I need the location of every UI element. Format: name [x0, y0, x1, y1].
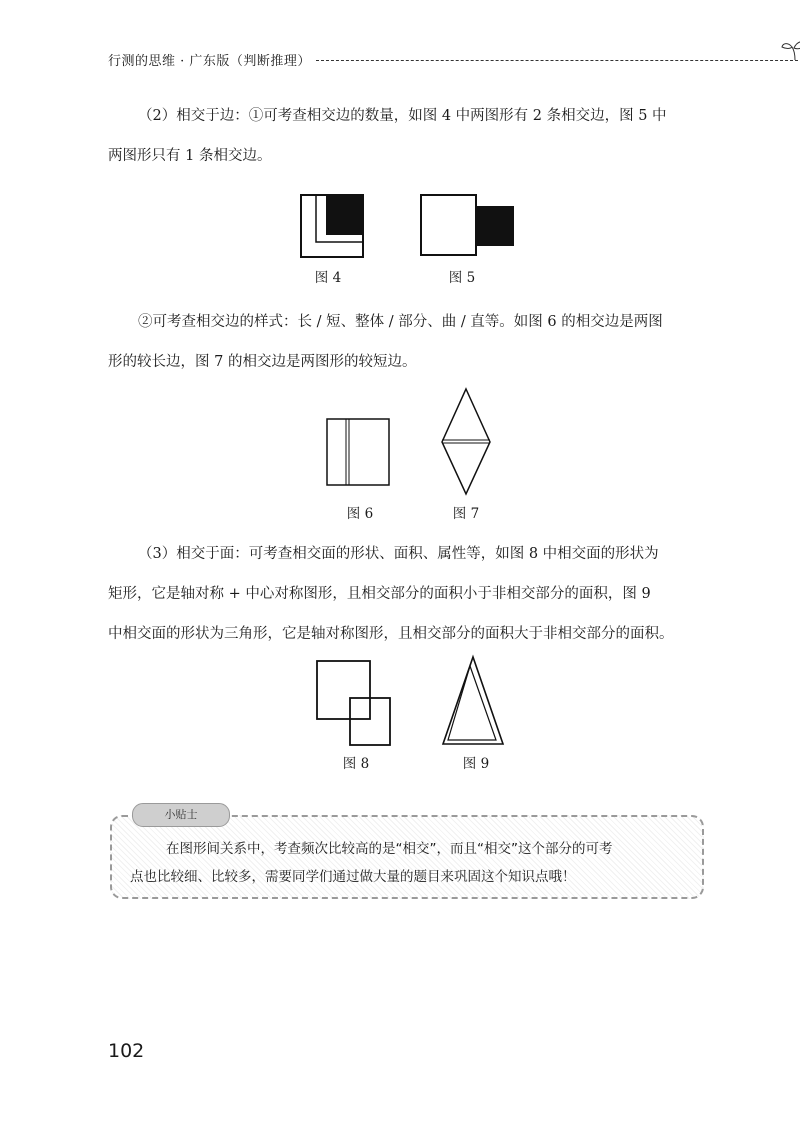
figure-9-diagram: [440, 654, 506, 748]
tip-line: 点也比较细、比较多，需要同学们通过做大量的题目来巩固这个知识点哦！: [130, 869, 576, 885]
figure-5-diagram: [418, 192, 518, 262]
figure-8-caption: 图 8: [342, 756, 370, 772]
header-rule: [316, 60, 798, 61]
paragraph-intersect-faces: [108, 534, 708, 654]
tip-text: [130, 835, 686, 891]
text-line: ②可考查相交边的样式：长 / 短、整体 / 部分、曲 / 直等。如图 6 的相交边是两图: [138, 314, 663, 330]
figure-4-diagram: [298, 192, 368, 262]
figure-6-caption: 图 6: [346, 506, 374, 522]
figure-4-caption: 图 4: [314, 270, 342, 286]
text-line: 中相交面的形状为三角形，它是轴对称图形，且相交部分的面积大于非相交部分的面积。: [108, 626, 674, 642]
figure-5-caption: 图 5: [448, 270, 476, 286]
text-line: （3）相交于面：可考查相交面的形状、面积、属性等，如图 8 中相交面的形状为: [138, 546, 659, 562]
figure-9-caption: 图 9: [462, 756, 490, 772]
tip-line: 在图形间关系中，考查频次比较高的是“相交”，而且“相交”这个部分的可考: [166, 841, 613, 857]
figure-7-caption: 图 7: [452, 506, 480, 522]
text-line: （2）相交于边：①可考查相交边的数量，如图 4 中两图形有 2 条相交边，图 5 中: [138, 108, 667, 124]
header-title: 行测的思维 · 广东版（判断推理）: [108, 54, 311, 69]
text-line: 矩形，它是轴对称 + 中心对称图形，且相交部分的面积小于非相交部分的面积，图 9: [108, 586, 651, 602]
page-number: 102: [108, 1040, 145, 1062]
text-line: 形的较长边，图 7 的相交边是两图形的较短边。: [108, 354, 417, 370]
tip-box: [110, 808, 704, 899]
text-line: 两图形只有 1 条相交边。: [108, 148, 272, 164]
page-header: [108, 44, 708, 74]
tip-badge: 小贴士: [132, 803, 230, 827]
sprout-icon: [780, 38, 800, 62]
figure-7-diagram: [438, 386, 494, 498]
figure-8-diagram: [314, 658, 396, 750]
paragraph-intersect-edges: [108, 96, 708, 176]
paragraph-edge-style: [108, 302, 708, 382]
figure-6-diagram: [324, 416, 394, 488]
